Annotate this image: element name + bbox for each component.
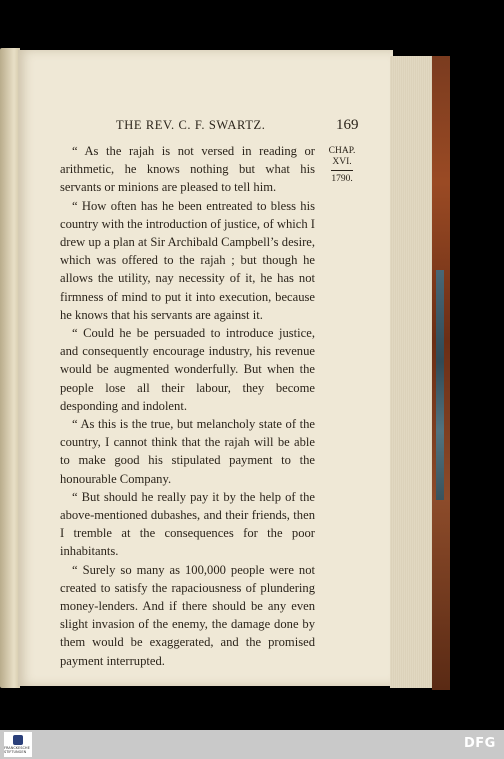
paragraph: “ Surely so many as 100,000 people were not created to satisfy the rapaciousness of plundering money-lenders. And if there should be any even slight invasion of the enemy, the damage done by them would be exaggerated, and the promised payment interrupted. [60,562,315,668]
francke-logo[interactable] [4,732,32,757]
margin-rule [331,170,353,171]
left-page-edge [0,48,20,688]
paragraph: “ As this is the true, but melancholy state of the country, I cannot think that the rajah will be able to make good his stipulated payment to the honourable Company. [60,417,315,486]
paragraph: “ How often has he been entreated to bless his country with the introduction of justice, of which I drew up a plan at Sir Archibald Campbell’s desire, which was offered to the rajah ; but though he allows the utility, nay necessity of it, he has not firmness of mind to put it into execution, because he knows that his servants are against it. [60,198,315,322]
page-number: 169 [336,117,359,133]
margin-year: 1790. [331,174,353,184]
margin-note [324,146,360,185]
crest-icon [13,735,23,745]
page-edges [390,56,436,688]
chapter-number: XVI. [332,157,352,167]
paragraph: “ Could he be persuaded to introduce justice, and consequently encourage industry, his revenue would be augmented wonderfully. But when the people lose all their labour, they become desponding and indolent. [60,326,315,413]
paragraph: “ But should he really pay it by the help of the above-mentioned dubashes, and their friends, then I tremble at the consequences for the poor inhabitants. [60,489,315,559]
cover-marbling [436,270,444,500]
body-text [60,142,315,670]
dfg-logo[interactable]: DFG [464,736,496,751]
viewer-footer-bar [0,730,504,759]
paragraph: “ As the rajah is not versed in reading or arithmetic, he knows nothing but what his servants or minions are pleased to tell him. [60,144,315,195]
francke-logo-text: FRANCKESCHE STIFTUNGEN [4,746,30,754]
chapter-label: CHAP. [328,146,356,156]
running-head: THE REV. C. F. SWARTZ. [116,118,266,132]
